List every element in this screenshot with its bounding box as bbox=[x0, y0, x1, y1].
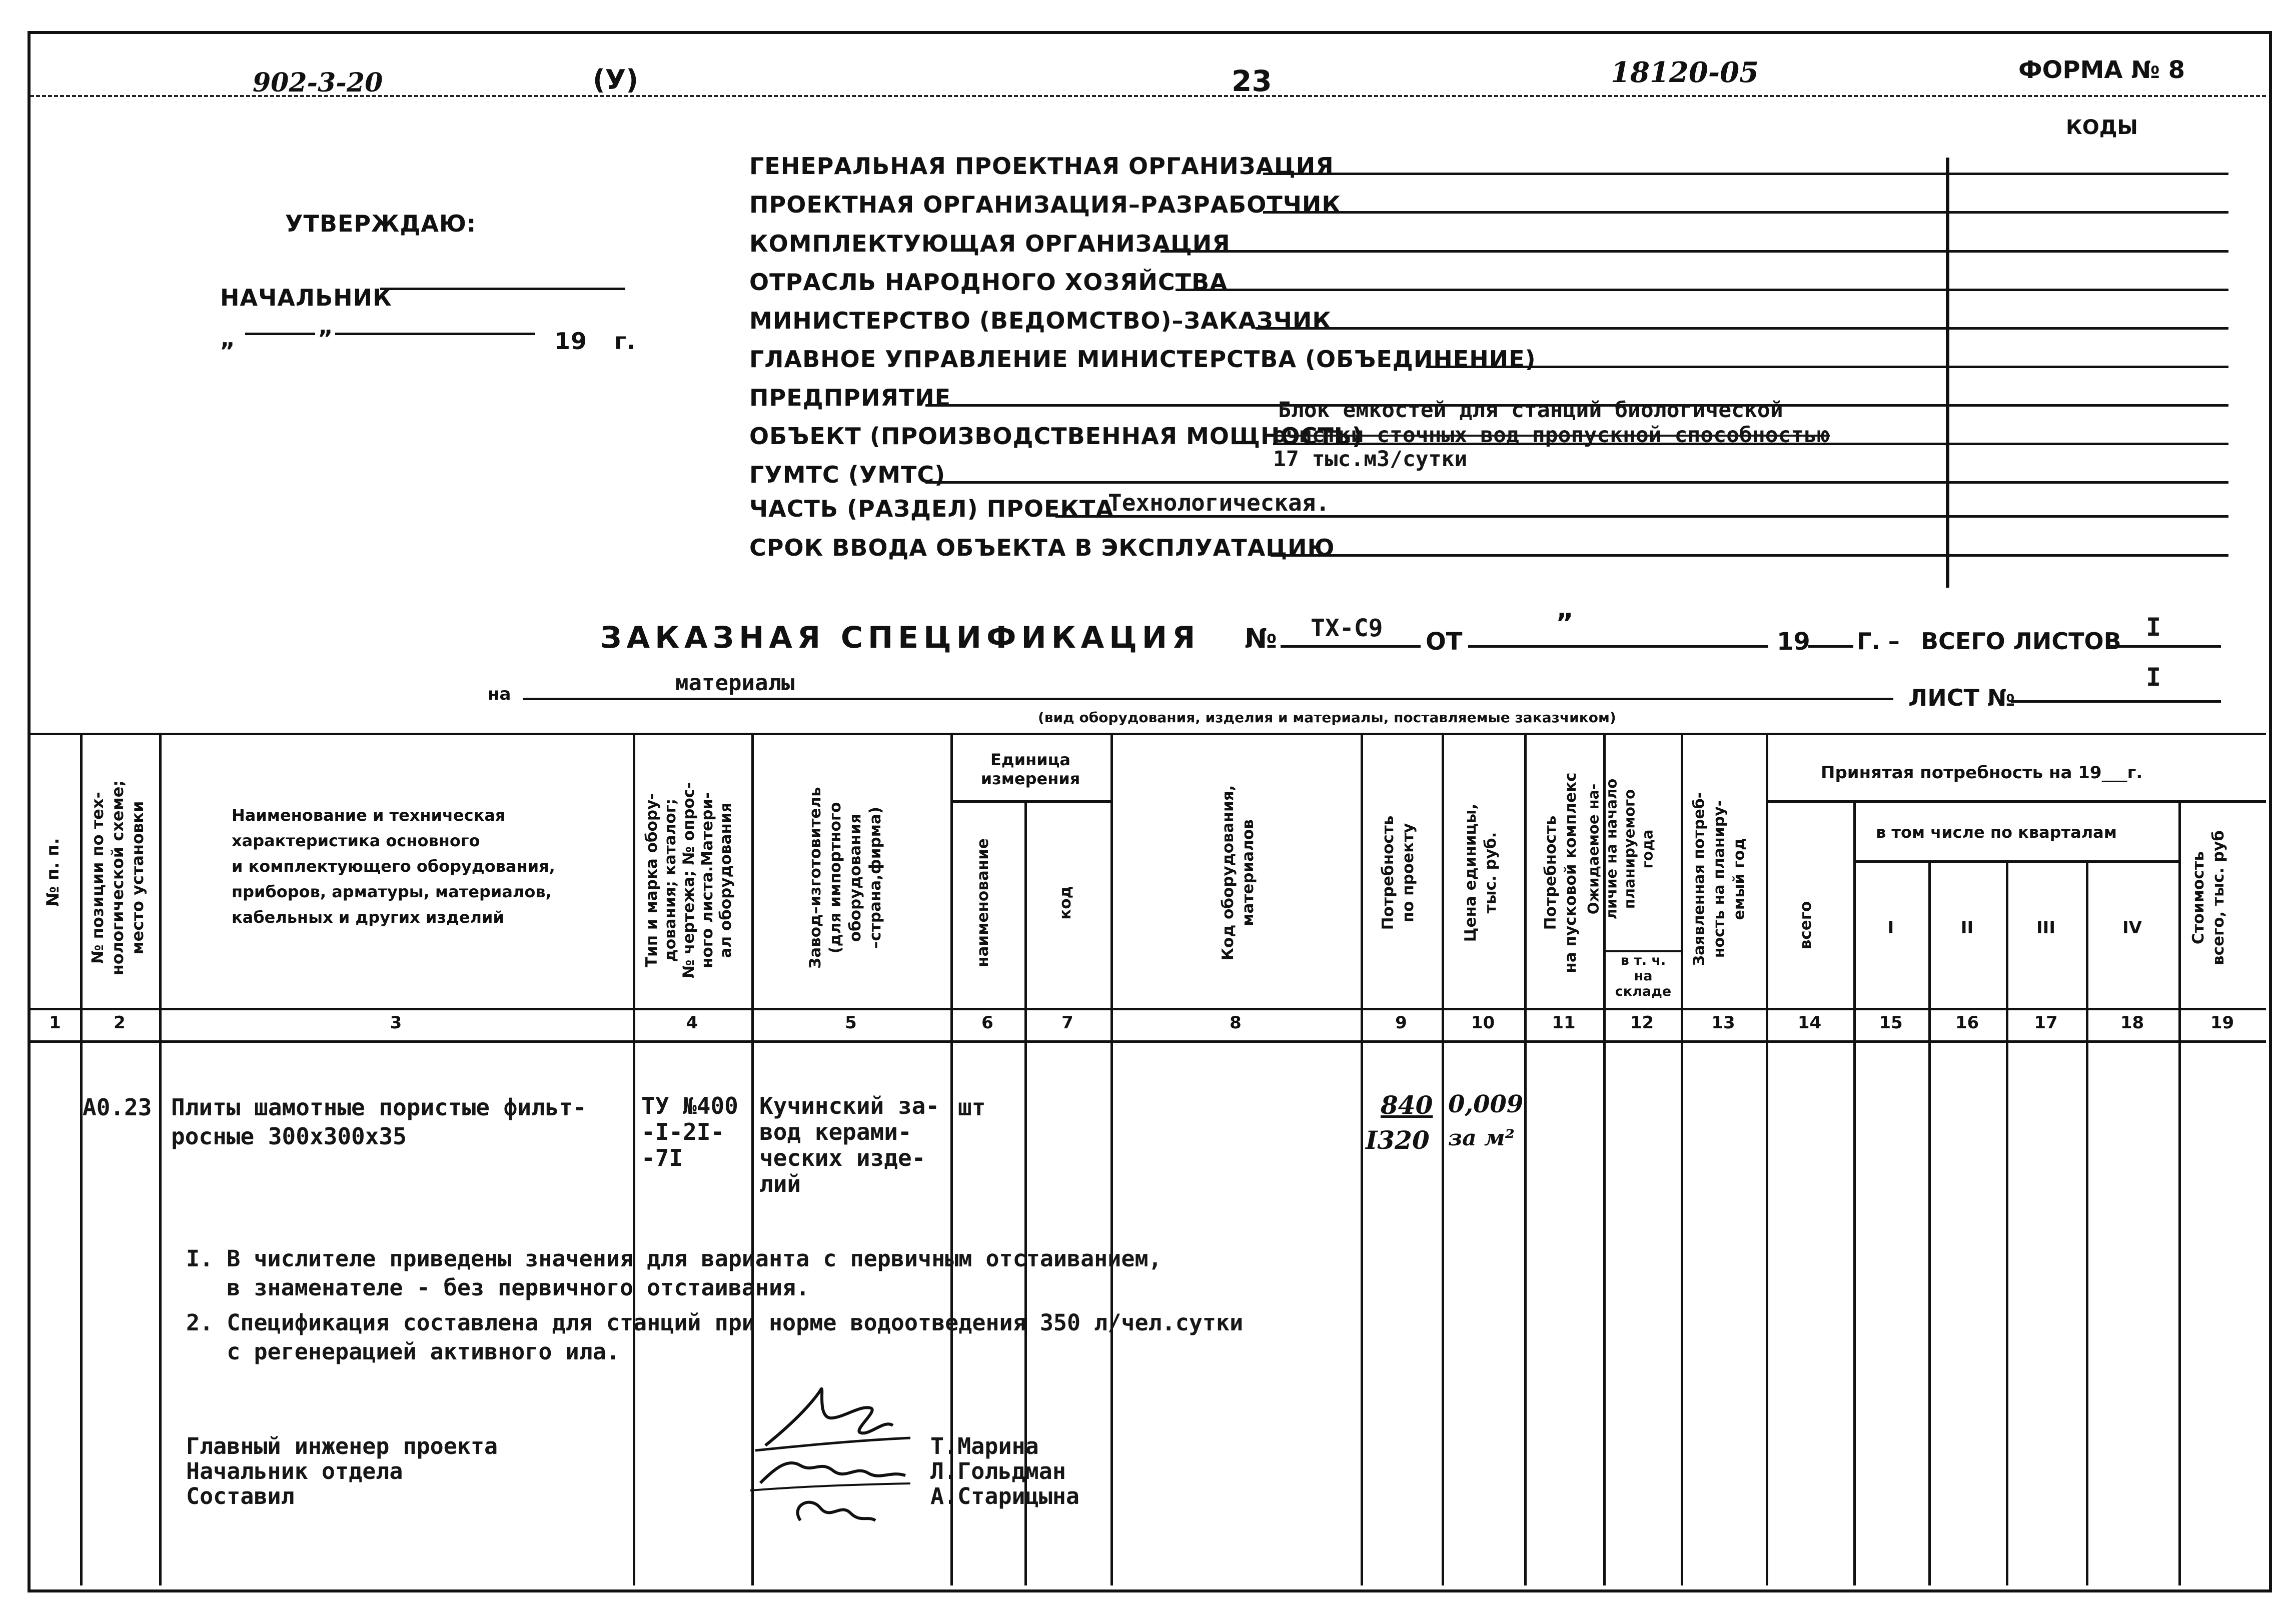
codes-column-divider bbox=[1946, 158, 1949, 588]
date-close-quote: ” bbox=[318, 325, 334, 352]
header-equipment-code: Код оборудования, материалов bbox=[1219, 785, 1257, 961]
header-q3: III bbox=[2036, 918, 2055, 938]
spec-on-label: на bbox=[488, 684, 511, 704]
col-line-7 bbox=[1110, 733, 1113, 1585]
header-name: Наименование и техническая характеристика основного и комплектующего оборудования, приборов, арматуры, материалов, кабельных и других изделий bbox=[232, 806, 555, 927]
header-q1: I bbox=[1887, 918, 1894, 938]
row-price-unit: за м² bbox=[1448, 1125, 1515, 1151]
header-declared-need: Заявленная потреб- ность на планиру- емый год bbox=[1690, 792, 1748, 966]
part-field[interactable] bbox=[1055, 515, 2228, 518]
note-2-line2: с регенерацией активного ила. bbox=[186, 1338, 620, 1365]
part-value: Технологическая. bbox=[1108, 489, 1330, 516]
col-line-10 bbox=[1524, 733, 1527, 1585]
col-number-13: 13 bbox=[1711, 1013, 1735, 1033]
header-accepted-need: Принятая потребность на 19___г. bbox=[1821, 763, 2143, 783]
col-number-17: 17 bbox=[2034, 1013, 2058, 1033]
col-number-15: 15 bbox=[1879, 1013, 1903, 1033]
row-manufacturer: Кучинский за- вод керами- ческих изде- лий bbox=[759, 1092, 940, 1197]
col-line-8 bbox=[1361, 733, 1363, 1585]
header-unit-group: Единица измерения bbox=[980, 750, 1080, 788]
deadline-field[interactable] bbox=[1271, 554, 2228, 557]
header-total-cost: Стоимость всего, тыс. руб bbox=[2189, 830, 2227, 966]
note-2-line1: 2. Спецификация составлена для станций при норме водоотведения 350 л/чел.сутки bbox=[186, 1309, 1244, 1336]
col-line-18 bbox=[2178, 800, 2181, 1585]
object-value-line3: 17 тыс.м3/сутки bbox=[1273, 447, 1468, 472]
spec-sheet-value: I bbox=[2146, 663, 2161, 692]
chief-signature-line[interactable] bbox=[380, 288, 625, 290]
quarters-group-divider bbox=[1853, 860, 2178, 863]
date-year-prefix: 19 bbox=[554, 328, 588, 355]
spec-total-field[interactable] bbox=[2106, 645, 2221, 648]
header-need-project: Потребность по проекту bbox=[1379, 815, 1417, 930]
header-unit-name: наименование bbox=[974, 838, 992, 967]
spec-from-label: ОТ bbox=[1426, 628, 1463, 656]
sign-role-chief-engineer: Главный инженер проекта bbox=[186, 1433, 498, 1459]
main-dept-field[interactable] bbox=[1426, 366, 2228, 368]
header-manufacturer: Завод–изготовитель (для импортного оборудования –страна,фирма) bbox=[806, 787, 884, 969]
row-name: Плиты шамотные пористые фильт- росные 300х300х35 bbox=[171, 1094, 587, 1150]
general-org-field[interactable] bbox=[1263, 173, 2228, 175]
spec-year-field[interactable] bbox=[1808, 645, 1853, 648]
sign-name-1: Т.Марина bbox=[930, 1433, 1039, 1459]
col-number-12: 12 bbox=[1630, 1013, 1654, 1033]
deadline-label: СРОК ВВОДА ОБЪЕКТА В ЭКСПЛУАТАЦИЮ bbox=[749, 534, 1335, 561]
form-number: ФОРМА № 8 bbox=[2018, 56, 2185, 84]
unit-group-divider bbox=[950, 800, 1110, 803]
row-position: А0.23 bbox=[83, 1094, 152, 1121]
row-type: ТУ №400 -I-2I- -7I bbox=[641, 1092, 738, 1171]
sheet-code: 18120-05 bbox=[1611, 56, 1759, 89]
chief-label: НАЧАЛЬНИК bbox=[220, 284, 392, 311]
header-q2: II bbox=[1960, 918, 1974, 938]
design-org-label: ПРОЕКТНАЯ ОРГАНИЗАЦИЯ–РАЗРАБОТЧИК bbox=[749, 191, 1341, 218]
col-number-6: 6 bbox=[981, 1013, 993, 1033]
enterprise-label: ПРЕДПРИЯТИЕ bbox=[749, 384, 951, 411]
spec-sheet-field[interactable] bbox=[2011, 700, 2221, 703]
general-org-label: ГЕНЕРАЛЬНАЯ ПРОЕКТНАЯ ОРГАНИЗАЦИЯ bbox=[749, 153, 1334, 180]
header-total: всего bbox=[1797, 901, 1815, 950]
spec-total-value: I bbox=[2146, 613, 2161, 642]
col-number-11: 11 bbox=[1552, 1013, 1576, 1033]
ministry-field[interactable] bbox=[1256, 327, 2228, 330]
col-line-3 bbox=[633, 733, 635, 1585]
sign-name-2: Л.Гольдман bbox=[930, 1458, 1066, 1484]
row-price: 0,009 bbox=[1448, 1090, 1524, 1118]
design-org-field[interactable] bbox=[1263, 211, 2228, 214]
spec-date-field[interactable] bbox=[1468, 645, 1768, 648]
top-divider bbox=[30, 95, 2266, 97]
col-number-2: 2 bbox=[114, 1013, 126, 1033]
col-line-13 bbox=[1766, 733, 1768, 1585]
col-line-12 bbox=[1681, 733, 1683, 1585]
codes-label: КОДЫ bbox=[2066, 116, 2138, 139]
spec-no-label: № bbox=[1245, 623, 1277, 654]
spec-year-label: 19 bbox=[1777, 628, 1810, 656]
gumts-field[interactable] bbox=[925, 481, 2228, 484]
sign-role-dept-head: Начальник отдела bbox=[186, 1458, 403, 1484]
main-dept-label: ГЛАВНОЕ УПРАВЛЕНИЕ МИНИСТЕРСТВА (ОБЪЕДИНЕНИЕ) bbox=[749, 346, 1536, 373]
date-day-line[interactable] bbox=[245, 333, 315, 335]
header-position: № позиции по тех- нологической схеме; место установки bbox=[88, 780, 147, 976]
sign-name-3: А.Старицына bbox=[930, 1483, 1080, 1509]
part-label: ЧАСТЬ (РАЗДЕЛ) ПРОЕКТА bbox=[749, 495, 1114, 522]
page-number: 23 bbox=[1232, 64, 1272, 98]
handwritten-signatures bbox=[745, 1370, 935, 1535]
spec-no-value: ТХ-С9 bbox=[1311, 614, 1383, 642]
header-type: Тип и марка обору- дования; каталог; № чертежа; № опрос- ного листа.Матери- ал оборудования bbox=[643, 782, 735, 979]
industry-label: ОТРАСЛЬ НАРОДНОГО ХОЗЯЙСТВА bbox=[749, 269, 1228, 296]
header-expected-stock: Ожидаемое на- личие на начало планируемого года bbox=[1585, 778, 1656, 920]
col-line-1 bbox=[80, 733, 83, 1585]
col-number-1: 1 bbox=[49, 1013, 61, 1033]
col-number-18: 18 bbox=[2120, 1013, 2144, 1033]
col-number-7: 7 bbox=[1061, 1013, 1073, 1033]
header-in-stock: в т. ч. на складе bbox=[1615, 953, 1672, 999]
object-label: ОБЪЕКТ (ПРОИЗВОДСТВЕННАЯ МОЩНОСТЬ) bbox=[749, 423, 1363, 450]
spec-date-quote: ” bbox=[1556, 608, 1574, 639]
row-need-denominator: I320 bbox=[1366, 1125, 1430, 1155]
col-number-4: 4 bbox=[686, 1013, 698, 1033]
col-line-15 bbox=[1928, 860, 1931, 1585]
approve-label: УТВЕРЖДАЮ: bbox=[285, 210, 477, 237]
gumts-label: ГУМТС (УМТС) bbox=[749, 461, 946, 488]
header-q4: IV bbox=[2122, 918, 2142, 938]
spec-year-suffix: Г. – bbox=[1857, 628, 1900, 655]
spec-no-field[interactable] bbox=[1281, 645, 1421, 648]
col-number-10: 10 bbox=[1471, 1013, 1495, 1033]
header-unit-price: Цена единицы, тыс. руб. bbox=[1462, 803, 1500, 942]
col-line-17 bbox=[2086, 860, 2088, 1585]
object-value-line1: Блок емкостей для станций биологической bbox=[1278, 398, 1783, 423]
ministry-label: МИНИСТЕРСТВО (ВЕДОМСТВО)–ЗАКАЗЧИК bbox=[749, 307, 1332, 334]
industry-field[interactable] bbox=[1176, 289, 2228, 291]
col-number-8: 8 bbox=[1230, 1013, 1242, 1033]
col-line-9 bbox=[1442, 733, 1444, 1585]
col-number-9: 9 bbox=[1395, 1013, 1407, 1033]
header-unit-code: код bbox=[1056, 886, 1074, 920]
note-1-line2: в знаменателе - без первичного отстаивания. bbox=[186, 1274, 810, 1301]
note-1-line1: I. В числителе приведены значения для варианта с первичным отстаиванием, bbox=[186, 1245, 1162, 1272]
object-field[interactable] bbox=[1273, 443, 2228, 445]
doc-code: 902-3-20 bbox=[253, 68, 383, 98]
table-top-border bbox=[30, 733, 2266, 735]
supply-org-field[interactable] bbox=[1161, 250, 2228, 253]
spec-on-field[interactable] bbox=[523, 698, 1893, 700]
spec-total-label: ВСЕГО ЛИСТОВ bbox=[1921, 628, 2121, 655]
header-row-number: № п. п. bbox=[43, 838, 63, 907]
col-number-5: 5 bbox=[845, 1013, 857, 1033]
spec-caption: (вид оборудования, изделия и материалы, поставляемые заказчиком) bbox=[1038, 709, 1616, 726]
row-unit: шт bbox=[958, 1094, 986, 1121]
sign-role-author: Составил bbox=[186, 1483, 295, 1509]
col-number-16: 16 bbox=[1955, 1013, 1979, 1033]
col-line-16 bbox=[2006, 860, 2008, 1585]
doc-variant: (У) bbox=[593, 64, 638, 96]
object-value-line2: очистки сточных вод пропускной способностью bbox=[1273, 423, 1830, 448]
date-month-line[interactable] bbox=[335, 333, 535, 335]
date-year-suffix: г. bbox=[614, 328, 636, 355]
spec-sheet-label: ЛИСТ № bbox=[1908, 684, 2015, 711]
spec-on-value: материалы bbox=[675, 670, 795, 696]
row-need-numerator: 840 bbox=[1381, 1090, 1433, 1120]
supply-org-label: КОМПЛЕКТУЮЩАЯ ОРГАНИЗАЦИЯ bbox=[749, 230, 1231, 257]
spec-title: ЗАКАЗНАЯ СПЕЦИФИКАЦИЯ bbox=[600, 620, 1201, 655]
header-quarters: в том числе по кварталам bbox=[1876, 823, 2117, 842]
col-number-3: 3 bbox=[390, 1013, 402, 1033]
col-line-2 bbox=[159, 733, 162, 1585]
col-number-14: 14 bbox=[1797, 1013, 1822, 1033]
header-launch-need: Потребность на пусковой комплекс bbox=[1542, 772, 1580, 973]
col-number-19: 19 bbox=[2210, 1013, 2234, 1033]
date-open-quote: „ bbox=[220, 325, 236, 352]
